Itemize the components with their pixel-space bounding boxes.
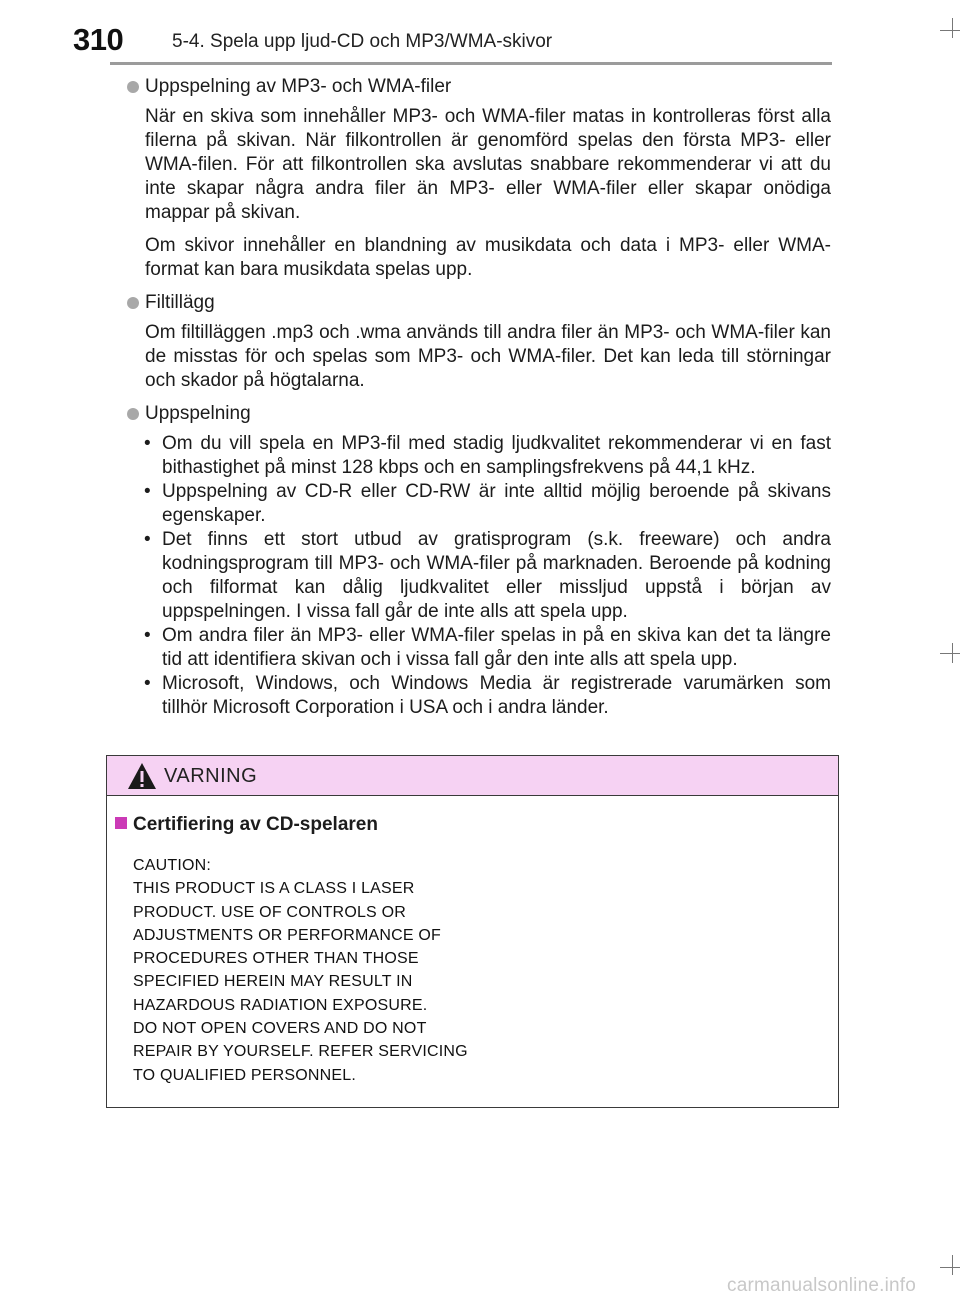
caution-line: TO QUALIFIED PERSONNEL. (133, 1066, 357, 1084)
caution-line: CAUTION: (133, 857, 212, 874)
laser-caution-label (133, 854, 593, 1087)
paragraph: Om filtilläggen .mp3 och .wma används till andra filer än MP3- och WMA-filer kan de misstas för och spelas som MP3- och WMA-filer. Det kan leda till störningar och skador på högtalarna. (145, 322, 831, 391)
list-bullet: • (144, 673, 151, 694)
paragraph: När en skiva som innehåller MP3- och WMA-filer matas in kontrolleras först alla filerna på skivan. När filkontrollen är genomförd spelas den första MP3- eller WMA-filen. För att filkontrollen ska avslutas snabbare rekommenderar vi att du inte skapar några andra filer än MP3- eller WMA-filer eller skapar onödiga mappar på skivan. (145, 106, 831, 223)
section-heading-text: Uppspelning av MP3- och WMA-filer (145, 76, 452, 97)
section-heading (125, 402, 831, 426)
section-heading-text: Filtillägg (145, 292, 215, 313)
list-item-text: Om du vill spela en MP3-fil med stadig ljudkvalitet rekommenderar vi en fast bithastighet på minst 128 kbps och en samplingsfrekvens på 44,1 kHz. (162, 433, 831, 478)
list-item (125, 432, 831, 480)
warning-icon (127, 762, 157, 790)
warning-title: VARNING (164, 765, 258, 787)
header-rule (110, 62, 832, 65)
list-bullet: • (144, 433, 151, 454)
list-item (125, 528, 831, 624)
body-text (125, 75, 831, 720)
list-item (125, 672, 831, 720)
page-number: 310 (73, 22, 124, 57)
warning-header (107, 756, 838, 796)
list-item-text: Microsoft, Windows, och Windows Media är registrerade varumärken som tillhör Microsoft Corporation i USA och i andra länder. (162, 673, 831, 718)
heading-square-icon (115, 817, 127, 829)
caution-line: THIS PRODUCT IS A CLASS I LASER (133, 880, 415, 898)
list-item (125, 624, 831, 672)
section-heading (125, 75, 831, 99)
caution-line: DO NOT OPEN COVERS AND DO NOT (133, 1020, 427, 1038)
caution-line: SPECIFIED HEREIN MAY RESULT IN (133, 973, 413, 991)
caution-line: PRODUCT. USE OF CONTROLS OR (133, 903, 406, 921)
warning-box (106, 755, 839, 1108)
watermark[interactable]: carmanualsonline.info (727, 1275, 917, 1296)
warning-subheading-text: Certifiering av CD-spelaren (133, 814, 378, 835)
list-item-text: Uppspelning av CD-R eller CD-RW är inte alltid möjlig beroende på skivans egenskaper. (162, 481, 831, 526)
list-bullet: • (144, 481, 151, 502)
paragraph: Om skivor innehåller en blandning av musikdata och data i MP3- eller WMA-format kan bara musikdata spelas upp. (145, 235, 831, 280)
list-item-text: Om andra filer än MP3- eller WMA-filer spelas in på en skiva kan det ta längre tid att identifiera skivan och i vissa fall går den inte alls att spela upp. (162, 625, 831, 670)
caution-line: REPAIR BY YOURSELF. REFER SERVICING (133, 1043, 468, 1061)
page-header (0, 0, 960, 64)
list-item (125, 480, 831, 528)
list-item-text: Det finns ett stort utbud av gratisprogram (s.k. freeware) och andra kodningsprogram till MP3- och WMA-filer på marknaden. Beroende på kodning och filformat kan dålig ljudkvalitet eller missljud uppstå i början av uppspelningen. I vissa fall går de inte alls att spela upp. (162, 529, 831, 622)
caution-line: PROCEDURES OTHER THAN THOSE (133, 950, 419, 968)
list-bullet: • (144, 529, 151, 550)
warning-subheading (115, 814, 378, 836)
caution-line: HAZARDOUS RADIATION EXPOSURE. (133, 996, 428, 1014)
section-heading (125, 291, 831, 315)
bullet-dot (127, 81, 139, 93)
bullet-dot (127, 297, 139, 309)
section-heading-text: Uppspelning (145, 403, 251, 424)
list-bullet: • (144, 625, 151, 646)
section-title: 5-4. Spela upp ljud-CD och MP3/WMA-skivor (172, 31, 553, 52)
caution-line: ADJUSTMENTS OR PERFORMANCE OF (133, 926, 442, 944)
bullet-dot (127, 408, 139, 420)
